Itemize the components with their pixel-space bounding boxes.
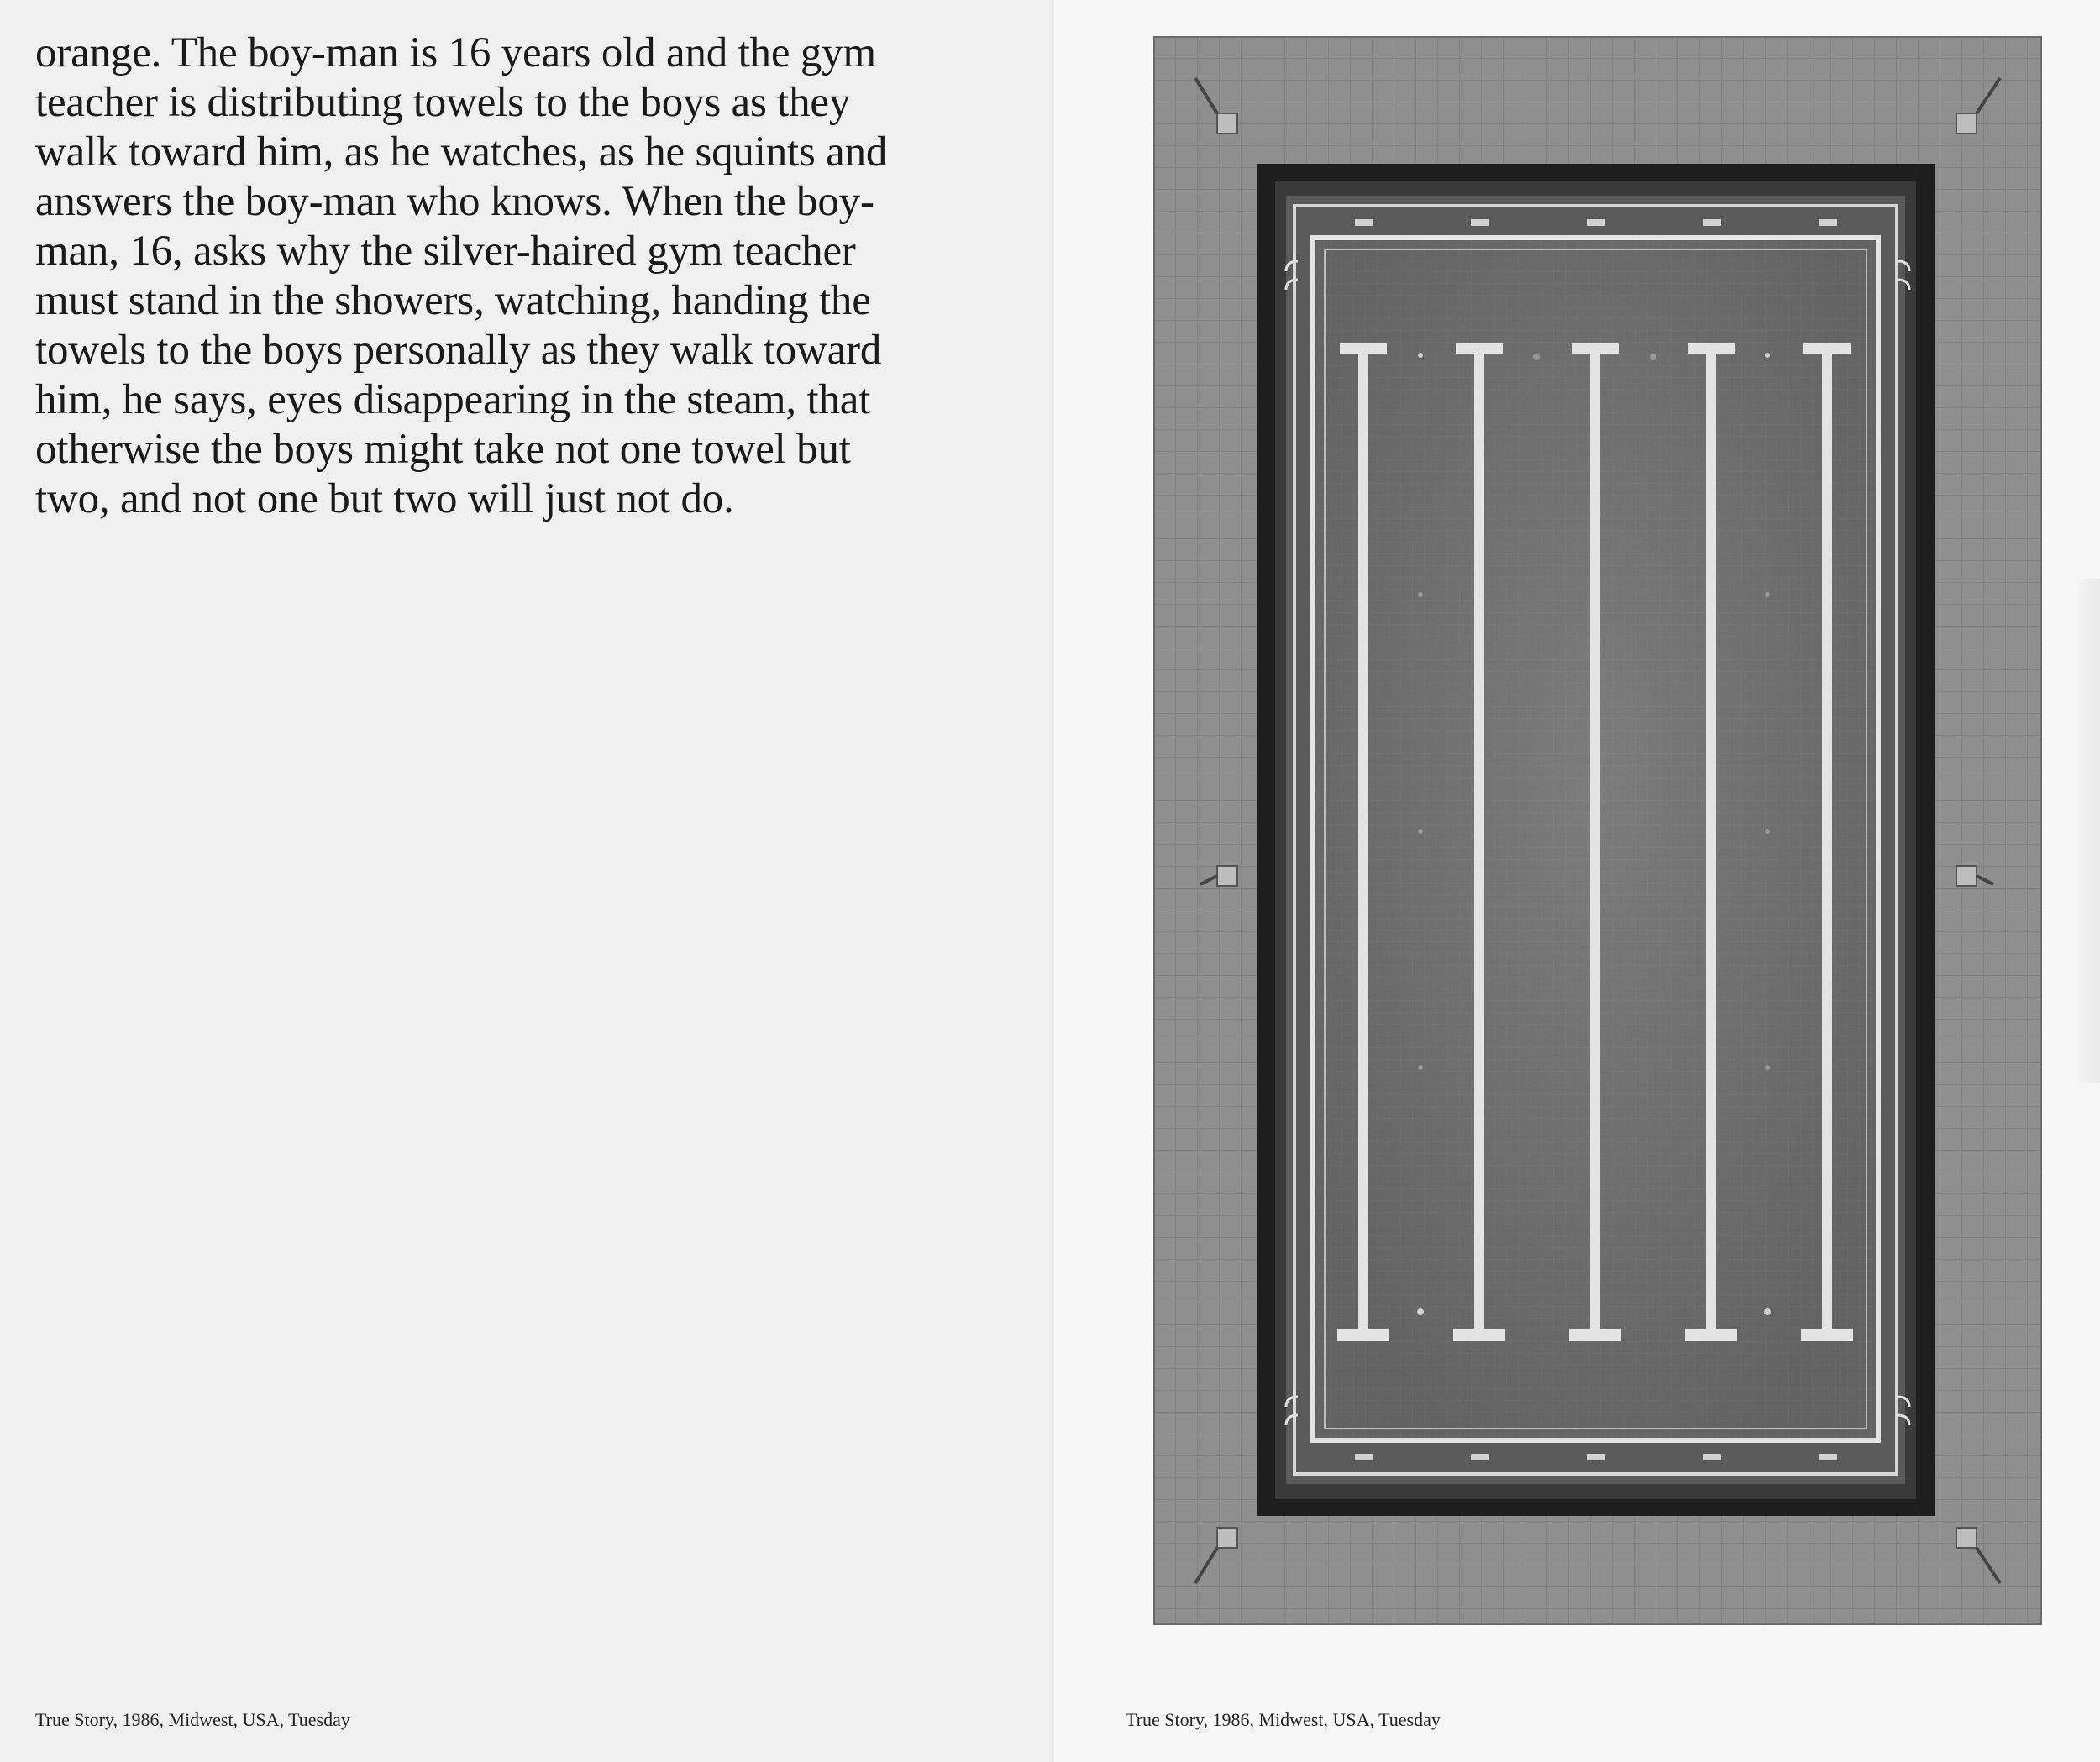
- paragraph-line: must stand in the showers, watching, handing the: [35, 277, 871, 324]
- paragraph-line: him, he says, eyes disappearing in the steam, that: [35, 376, 871, 423]
- paragraph-line: walk toward him, as he watches, as he squints and: [35, 128, 888, 176]
- body-paragraph: [35, 29, 1026, 524]
- paragraph-line: man, 16, asks why the silver-haired gym teacher: [35, 228, 856, 275]
- paragraph-line: otherwise the boys might take not one towel but: [35, 426, 851, 473]
- paragraph-line: answers the boy-man who knows. When the boy-: [35, 178, 874, 225]
- adjacent-page-bleed: [2073, 579, 2100, 1083]
- pool-illustration: [1153, 36, 2042, 1625]
- footer-caption-right: True Story, 1986, Midwest, USA, Tuesday: [1126, 1709, 1441, 1730]
- pool-photo: [1153, 36, 2042, 1625]
- footer-caption-left: True Story, 1986, Midwest, USA, Tuesday: [35, 1709, 350, 1730]
- paragraph-line: two, and not one but two will just not do.: [35, 475, 734, 522]
- paragraph-line: orange. The boy-man is 16 years old and the gym: [35, 29, 876, 76]
- paragraph-line: teacher is distributing towels to the boys as they: [35, 79, 851, 126]
- paragraph-line: towels to the boys personally as they walk toward: [35, 327, 882, 374]
